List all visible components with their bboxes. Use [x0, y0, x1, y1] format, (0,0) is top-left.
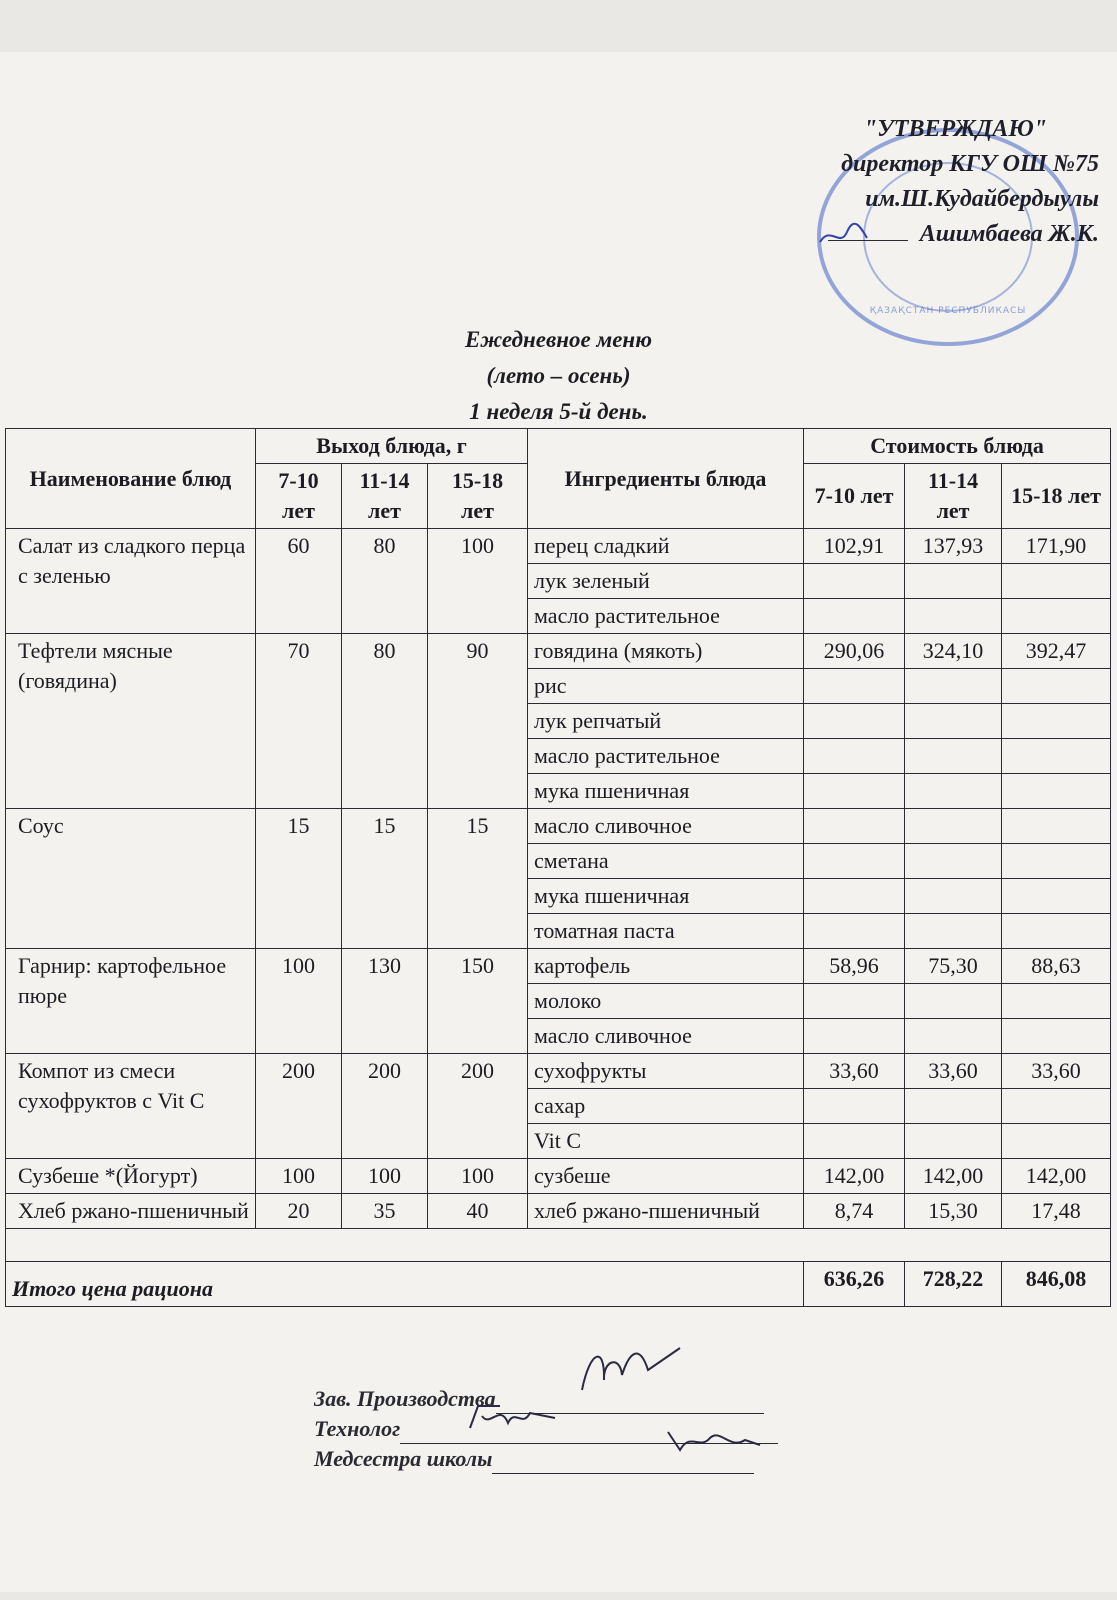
dish-cost-age3: [1002, 809, 1111, 844]
ingredient: масло растительное: [528, 739, 804, 774]
ingredient: лук репчатый: [528, 704, 804, 739]
dish-cost-age3: 88,63: [1002, 949, 1111, 984]
dish-output-age1: 100: [256, 949, 342, 1054]
dish-cost-age1: [804, 1089, 905, 1124]
dish-cost-age1: 142,00: [804, 1159, 905, 1194]
ingredient: перец сладкий: [528, 529, 804, 564]
dish-output-age1: 70: [256, 634, 342, 809]
dish-output-age2: 35: [342, 1194, 428, 1229]
dish-cost-age2: [905, 669, 1002, 704]
dish-output-age1: 60: [256, 529, 342, 634]
dish-cost-age1: 290,06: [804, 634, 905, 669]
dish-cost-age1: [804, 984, 905, 1019]
ingredient: мука пшеничная: [528, 879, 804, 914]
dish-cost-age2: [905, 1124, 1002, 1159]
dish-cost-age3: 33,60: [1002, 1054, 1111, 1089]
nurse-label: Медсестра школы: [314, 1446, 493, 1471]
header-cost: Стоимость блюда: [804, 429, 1111, 464]
ingredient: мука пшеничная: [528, 774, 804, 809]
dish-output-age3: 90: [428, 634, 528, 809]
title-line3: 1 неделя 5-й день.: [469, 399, 648, 424]
title-line1: Ежедневное меню: [465, 327, 652, 352]
dish-cost-age2: 142,00: [905, 1159, 1002, 1194]
dish-cost-age3: 171,90: [1002, 529, 1111, 564]
table-row: [6, 1159, 1111, 1194]
dish-cost-age1: [804, 669, 905, 704]
dish-cost-age2: [905, 739, 1002, 774]
dish-cost-age3: [1002, 704, 1111, 739]
ingredient: сузбеше: [528, 1159, 804, 1194]
ingredient: хлеб ржано-пшеничный: [528, 1194, 804, 1229]
dish-cost-age2: 75,30: [905, 949, 1002, 984]
dish-cost-age2: [905, 774, 1002, 809]
dish-cost-age2: 324,10: [905, 634, 1002, 669]
dish-output-age1: 20: [256, 1194, 342, 1229]
total-cost-age2: 728,22: [905, 1262, 1002, 1307]
dish-name: Салат из сладкого перца с зеленью: [6, 529, 256, 634]
dish-output-age2: 130: [342, 949, 428, 1054]
ingredient: сметана: [528, 844, 804, 879]
dish-cost-age1: [804, 879, 905, 914]
dish-output-age2: 200: [342, 1054, 428, 1159]
ingredient: молоко: [528, 984, 804, 1019]
technologist-signature: [460, 1398, 570, 1438]
dish-output-age1: 15: [256, 809, 342, 949]
dish-cost-age3: [1002, 1089, 1111, 1124]
dish-output-age1: 100: [256, 1159, 342, 1194]
dish-cost-age1: [804, 774, 905, 809]
header-output: Выход блюда, г: [256, 429, 528, 464]
dish-cost-age1: [804, 809, 905, 844]
dish-cost-age3: 392,47: [1002, 634, 1111, 669]
dish-cost-age1: [804, 914, 905, 949]
production-label: Зав. Производства: [314, 1386, 496, 1411]
dish-cost-age2: [905, 564, 1002, 599]
dish-cost-age3: [1002, 844, 1111, 879]
dish-cost-age3: [1002, 1124, 1111, 1159]
dish-cost-age2: [905, 879, 1002, 914]
dish-cost-age2: 137,93: [905, 529, 1002, 564]
dish-cost-age2: [905, 984, 1002, 1019]
dish-name: Сузбеше *(Йогурт): [6, 1159, 256, 1194]
dish-cost-age1: [804, 1124, 905, 1159]
menu-title: [0, 322, 1117, 430]
title-line2: (лето – осень): [486, 363, 631, 388]
header-out-age1: 7-10 лет: [256, 464, 342, 529]
approval-school: им.Ш.Кудайбердыулы: [865, 186, 1099, 212]
dish-cost-age1: [804, 564, 905, 599]
dish-cost-age3: [1002, 599, 1111, 634]
approval-position: директор КГУ ОШ №75: [841, 151, 1099, 177]
blank-row: [6, 1229, 1111, 1262]
dish-cost-age3: [1002, 914, 1111, 949]
dish-name: Компот из смеси сухофруктов с Vit C: [6, 1054, 256, 1159]
dish-output-age3: 15: [428, 809, 528, 949]
dish-cost-age1: 102,91: [804, 529, 905, 564]
dish-cost-age1: [804, 599, 905, 634]
ingredient: масло сливочное: [528, 1019, 804, 1054]
dish-output-age1: 200: [256, 1054, 342, 1159]
dish-cost-age1: [804, 704, 905, 739]
ingredient: лук зеленый: [528, 564, 804, 599]
table-row: [6, 1054, 1111, 1089]
dish-name: Гарнир: картофельное пюре: [6, 949, 256, 1054]
dish-cost-age1: 58,96: [804, 949, 905, 984]
dish-cost-age3: [1002, 879, 1111, 914]
menu-table: [5, 428, 1111, 1307]
dish-output-age3: 200: [428, 1054, 528, 1159]
dish-output-age2: 100: [342, 1159, 428, 1194]
table-row: [6, 529, 1111, 564]
director-signature: [815, 220, 875, 250]
dish-cost-age1: [804, 1019, 905, 1054]
dish-cost-age2: [905, 599, 1002, 634]
dish-cost-age3: 142,00: [1002, 1159, 1111, 1194]
ingredient: масло сливочное: [528, 809, 804, 844]
approval-heading: "УТВЕРЖДАЮ": [863, 116, 1047, 142]
ingredient: томатная паста: [528, 914, 804, 949]
dish-output-age3: 40: [428, 1194, 528, 1229]
total-label: Итого цена рациона: [6, 1262, 804, 1307]
nurse-signature: [660, 1420, 770, 1460]
header-name: Наименование блюд: [6, 429, 256, 529]
dish-cost-age2: [905, 809, 1002, 844]
header-cost-age2: 11-14 лет: [905, 464, 1002, 529]
header-cost-age3: 15-18 лет: [1002, 464, 1111, 529]
dish-cost-age3: 17,48: [1002, 1194, 1111, 1229]
ingredient: сухофрукты: [528, 1054, 804, 1089]
dish-cost-age2: [905, 1019, 1002, 1054]
dish-name: Соус: [6, 809, 256, 949]
dish-output-age2: 80: [342, 634, 428, 809]
total-row: [6, 1262, 1111, 1307]
ingredient: масло растительное: [528, 599, 804, 634]
dish-cost-age2: [905, 704, 1002, 739]
dish-cost-age3: [1002, 739, 1111, 774]
dish-name: Хлеб ржано-пшеничный: [6, 1194, 256, 1229]
dish-cost-age3: [1002, 774, 1111, 809]
dish-cost-age3: [1002, 1019, 1111, 1054]
dish-output-age3: 150: [428, 949, 528, 1054]
total-cost-age3: 846,08: [1002, 1262, 1111, 1307]
dish-cost-age1: [804, 739, 905, 774]
table-row: [6, 1194, 1111, 1229]
dish-output-age2: 15: [342, 809, 428, 949]
seal-text: ҚАЗАҚСТАН РЕСПУБЛИКАСЫ: [869, 306, 1027, 316]
ingredient: картофель: [528, 949, 804, 984]
dish-output-age2: 80: [342, 529, 428, 634]
dish-cost-age2: 15,30: [905, 1194, 1002, 1229]
dish-cost-age2: 33,60: [905, 1054, 1002, 1089]
table-row: [6, 949, 1111, 984]
approval-director: Ашимбаева Ж.К.: [828, 217, 1099, 252]
header-out-age2: 11-14 лет: [342, 464, 428, 529]
dish-cost-age3: [1002, 669, 1111, 704]
header-cost-age1: 7-10 лет: [804, 464, 905, 529]
total-cost-age1: 636,26: [804, 1262, 905, 1307]
dish-cost-age2: [905, 844, 1002, 879]
dish-cost-age3: [1002, 564, 1111, 599]
dish-cost-age2: [905, 914, 1002, 949]
table-row: [6, 634, 1111, 669]
ingredient: рис: [528, 669, 804, 704]
dish-cost-age2: [905, 1089, 1002, 1124]
ingredient: говядина (мякоть): [528, 634, 804, 669]
dish-cost-age1: 33,60: [804, 1054, 905, 1089]
ingredient: сахар: [528, 1089, 804, 1124]
dish-output-age3: 100: [428, 1159, 528, 1194]
table-row: [6, 809, 1111, 844]
dish-cost-age3: [1002, 984, 1111, 1019]
ingredient: Vit C: [528, 1124, 804, 1159]
dish-cost-age1: 8,74: [804, 1194, 905, 1229]
header-ingredients: Ингредиенты блюда: [528, 429, 804, 529]
dish-cost-age1: [804, 844, 905, 879]
header-out-age3: 15-18 лет: [428, 464, 528, 529]
technologist-label: Технолог: [314, 1416, 401, 1441]
dish-output-age3: 100: [428, 529, 528, 634]
production-signature: [570, 1340, 690, 1400]
dish-name: Тефтели мясные (говядина): [6, 634, 256, 809]
